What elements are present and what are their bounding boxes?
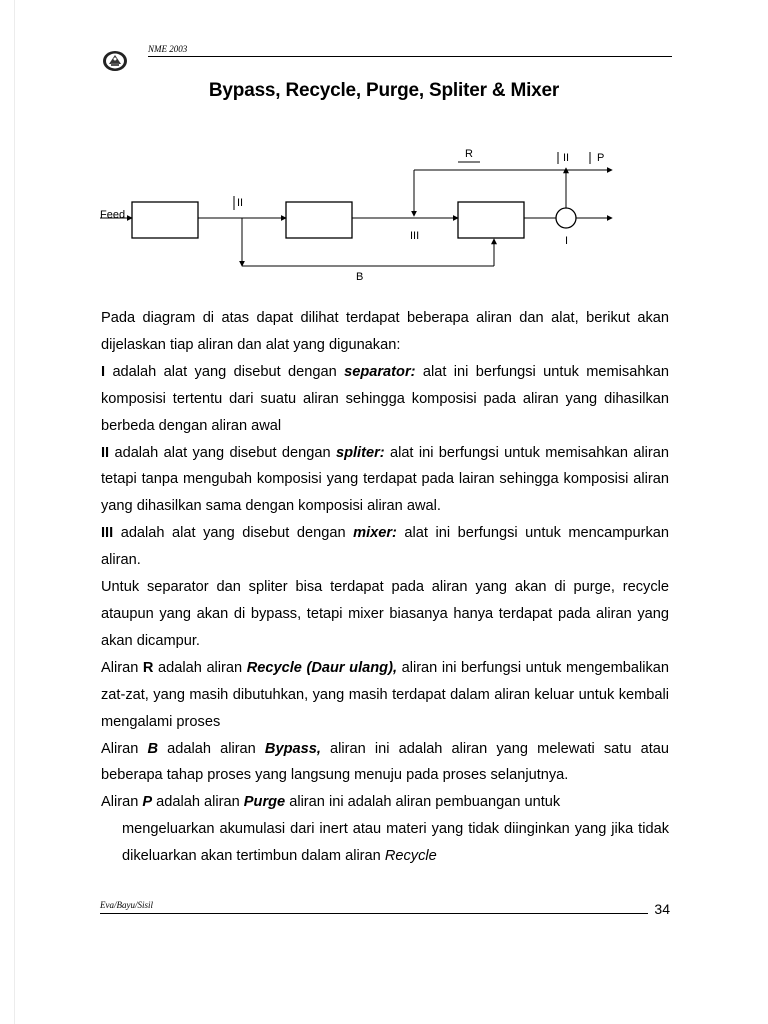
splitter-definition [101,440,669,521]
recycle-label: R [465,148,473,160]
footer-authors: Eva/Bayu/Sisil [100,900,153,910]
running-title: NME 2003 [148,44,188,54]
mixer-definition [101,520,669,574]
item-term: separator: [344,363,416,380]
item-text: Aliran [101,659,143,676]
item-text: adalah aliran [152,794,244,811]
item-text: Aliran [101,794,143,811]
purge-definition [101,789,669,816]
bypass-definition [101,736,669,790]
purge-label: P [597,152,605,164]
header-rule [148,56,672,57]
process-unit-3 [458,202,524,238]
item-key: B [147,740,158,757]
item-text: adalah aliran [153,659,247,676]
separator-i [556,208,576,228]
item-text: alat ini berfungsi untuk mencampurkan aliran. [101,525,669,569]
bypass-label: B [356,271,364,283]
page-footer [100,896,672,920]
purge-splitter-label: II [563,152,570,164]
splitter-label: II [237,197,244,209]
item-text: adalah alat yang disebut dengan [105,363,345,380]
item-key: R [142,659,154,676]
recycle-definition [101,655,669,736]
item-term: Recycle (Daur ulang), [246,659,398,676]
item-term: mixer: [353,525,397,542]
item-text: aliran ini berfungsi untuk mengembalikan zat-zat, yang masih dibutuhkan, yang masih terdapat dalam aliran keluar untuk kembali mengalami proses [101,659,669,730]
item-key: P [142,794,153,811]
item-key: I [101,363,106,380]
university-seal-icon [102,50,128,72]
item-text: Aliran [101,740,148,757]
footer-rule [100,913,648,914]
page-header [100,40,672,60]
process-unit-2 [286,202,352,238]
page-edge [14,0,15,1024]
purge-definition-continued [101,816,669,870]
item-term: Bypass, [264,740,321,757]
feed-label: Feed [100,209,126,221]
item-text: alat ini berfungsi untuk memisahkan aliran tetapi tanpa mengubah komposisi yang terdapat pada lairan sehingga komposisi aliran yang dihasilkan sama dengan komposisi aliran awal. [101,444,669,515]
item-text: aliran ini adalah aliran yang melewati satu atau beberapa tahap proses yang langsung menuju pada proses selanjutnya. [101,740,669,784]
process-unit-1 [132,202,198,238]
page-title: Bypass, Recycle, Purge, Spliter & Mixer [208,80,560,101]
item-text: mengeluarkan akumulasi dari inert atau materi yang tidak diinginkan yang jika tidak dikeluarkan akan tertimbun dalam aliran [122,821,669,865]
item-text: adalah alat yang disebut dengan [113,525,354,542]
item-key: III [101,525,114,542]
item-key: II [101,444,110,461]
item-text: alat ini berfungsi untuk memisahkan komposisi tertentu dari suatu aliran sehingga komposisi pada aliran yang dihasilkan berbeda dengan aliran awal [101,363,669,434]
intro-paragraph: Pada diagram di atas dapat dilihat terdapat beberapa aliran dan alat, berikut akan dijelaskan tiap aliran dan alat yang digunakan: [101,310,669,353]
item-text: adalah alat yang disebut dengan [109,444,336,461]
separator-splitter-paragraph: Untuk separator dan spliter bisa terdapat pada aliran yang akan di purge, recycle ataupun yang akan di bypass, tetapi mixer biasanya hanya terdapat pada aliran yang akan dicampur. [101,579,669,649]
item-term: Recycle [384,848,437,865]
page-number: 34 [654,901,670,917]
item-text: adalah aliran [158,740,265,757]
mixer-label: III [410,230,420,242]
item-text: aliran ini adalah aliran pembuangan untuk [285,794,561,811]
separator-label: I [565,235,569,247]
separator-definition [101,359,669,440]
item-term: spliter: [335,444,385,461]
item-term: Purge [243,794,286,811]
body-text [101,305,669,870]
process-flow-diagram [100,140,640,290]
